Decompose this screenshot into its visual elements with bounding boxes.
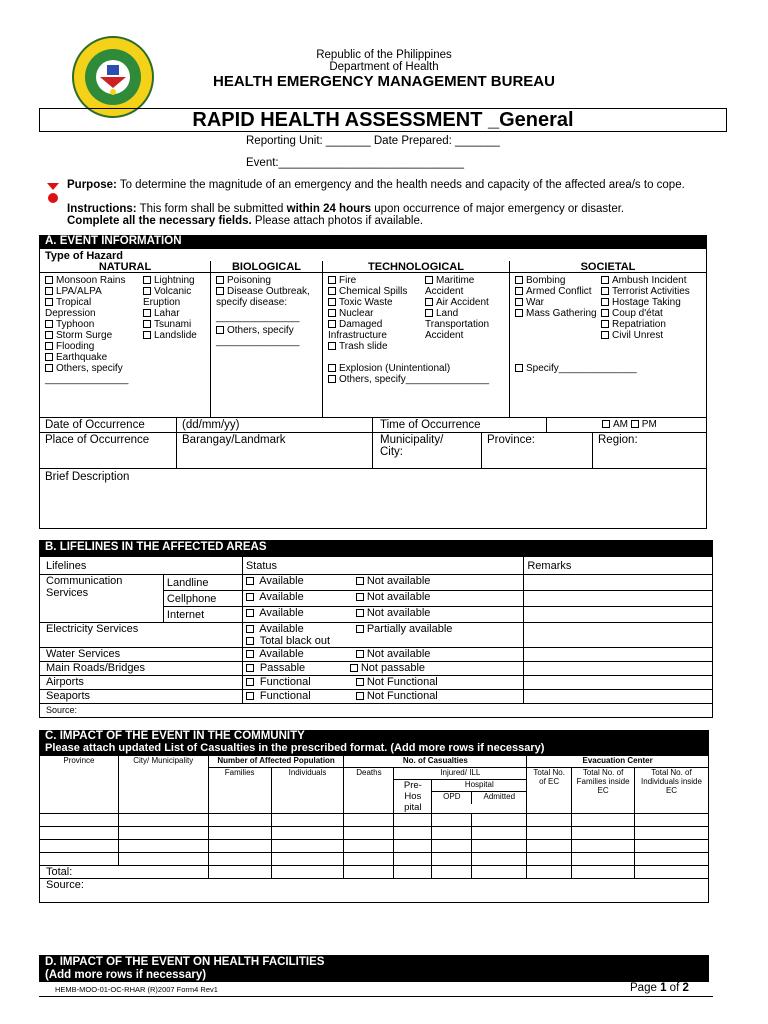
electricity-status bbox=[242, 623, 524, 648]
col-total-families: Total No. of Families inside EC bbox=[572, 768, 635, 814]
biological-list bbox=[216, 275, 320, 347]
airports-status bbox=[242, 676, 524, 690]
page-number: Page 1 of 2 bbox=[630, 982, 689, 994]
col-casualties: No. of Casualties bbox=[344, 756, 527, 768]
natural-tropical-depression[interactable]: Tropical Depression bbox=[45, 297, 96, 319]
water-available[interactable]: Available bbox=[246, 648, 356, 660]
date-label: Date of Occurrence bbox=[45, 419, 145, 431]
seaports-not-functional[interactable]: Not Functional bbox=[356, 690, 438, 702]
electricity-label: Electricity Services bbox=[40, 623, 243, 648]
table-row[interactable] bbox=[40, 814, 709, 827]
purpose-text: Purpose: To determine the magnitude of an emergency and the health needs and capacity of the affected area/s to cope. bbox=[67, 179, 685, 191]
footer-rule bbox=[39, 996, 713, 997]
soc-civil-unrest[interactable]: Civil Unrest bbox=[601, 330, 706, 341]
region-field[interactable]: Region: bbox=[598, 434, 638, 446]
header-republic: Republic of the Philippines bbox=[316, 49, 452, 61]
section-c-title: C. IMPACT OF THE EVENT IN THE COMMUNITY bbox=[45, 730, 305, 742]
soc-terrorist[interactable]: Terrorist Activities bbox=[601, 286, 706, 297]
cellphone-status bbox=[242, 591, 524, 607]
col-evac: Evacuation Center bbox=[527, 756, 709, 768]
place-label: Place of Occurrence bbox=[45, 434, 150, 446]
section-a-box bbox=[39, 248, 707, 529]
tech-land[interactable]: Land Transportation Accident bbox=[425, 308, 490, 341]
event-line[interactable]: Event:_____________________________ bbox=[246, 157, 465, 169]
natural-storm-surge[interactable]: Storm Surge bbox=[45, 330, 140, 341]
roads-not-passable[interactable]: Not passable bbox=[350, 662, 425, 674]
water-status bbox=[242, 648, 524, 662]
airports-not-functional[interactable]: Not Functional bbox=[356, 676, 438, 688]
internet-available[interactable]: Available bbox=[246, 607, 356, 619]
barangay-field[interactable]: Barangay/Landmark bbox=[182, 434, 286, 446]
total-label: Total: bbox=[40, 866, 119, 879]
landline-available[interactable]: Available bbox=[246, 575, 356, 587]
tech-maritime[interactable]: Maritime Accident bbox=[425, 275, 475, 297]
bio-others[interactable]: Others, specify bbox=[216, 325, 320, 336]
natural-typhoon[interactable]: Typhoon bbox=[45, 319, 140, 330]
tech-others[interactable]: Others, specify_______________ bbox=[328, 374, 508, 385]
col-total-individuals: Total No. of Individuals inside EC bbox=[635, 768, 709, 814]
lifelines-source[interactable]: Source: bbox=[40, 704, 713, 718]
cellphone-label: Cellphone bbox=[163, 591, 242, 607]
landline-label: Landline bbox=[163, 575, 242, 591]
natural-others-line[interactable]: _______________ bbox=[45, 374, 129, 385]
soc-repatriation[interactable]: Repatriation bbox=[601, 319, 706, 330]
province-field[interactable]: Province: bbox=[487, 434, 535, 446]
natural-monsoon[interactable]: Monsoon Rains bbox=[45, 275, 140, 286]
col-prehospital: Pre-Hos pital bbox=[394, 780, 432, 814]
bio-poisoning[interactable]: Poisoning bbox=[216, 275, 320, 286]
col-admitted: Admitted bbox=[483, 792, 516, 801]
table-row[interactable] bbox=[40, 827, 709, 840]
time-label: Time of Occurrence bbox=[380, 419, 481, 431]
bio-disease-outbreak[interactable]: Disease Outbreak, specify disease: bbox=[216, 286, 310, 308]
col-societal: SOCIETAL bbox=[509, 261, 706, 273]
natural-lahar[interactable]: Lahar bbox=[143, 308, 210, 319]
type-of-hazard-label: Type of Hazard bbox=[45, 250, 124, 262]
soc-coup[interactable]: Coup d'état bbox=[601, 308, 706, 319]
soc-bombing[interactable]: Bombing bbox=[515, 275, 600, 286]
water-not-available[interactable]: Not available bbox=[356, 648, 431, 660]
water-remarks[interactable] bbox=[524, 648, 713, 662]
cellphone-not-available[interactable]: Not available bbox=[356, 591, 431, 603]
date-format[interactable]: (dd/mm/yy) bbox=[182, 419, 240, 431]
tech-trash-slide[interactable]: Trash slide bbox=[328, 341, 423, 352]
tech-list-1 bbox=[328, 275, 423, 352]
total-row[interactable] bbox=[40, 866, 709, 879]
tech-chemical[interactable]: Chemical Spills bbox=[328, 286, 423, 297]
col-affected: Number of Affected Population bbox=[208, 756, 344, 768]
col-biological: BIOLOGICAL bbox=[210, 261, 322, 273]
tech-nuclear[interactable]: Nuclear bbox=[328, 308, 423, 319]
col-city: City/ Municipality bbox=[118, 756, 208, 814]
landline-not-available[interactable]: Not available bbox=[356, 575, 431, 587]
time-ampm[interactable]: AM PM bbox=[602, 419, 657, 430]
airports-functional[interactable]: Functional bbox=[246, 676, 356, 688]
water-label: Water Services bbox=[40, 648, 243, 662]
communication-label: Communication Services bbox=[40, 575, 164, 623]
soc-mass[interactable]: Mass Gathering bbox=[515, 308, 600, 319]
section-b-title: B. LIFELINES IN THE AFFECTED AREAS bbox=[39, 540, 713, 556]
electricity-blackout[interactable]: Total black out bbox=[246, 635, 521, 647]
table-row[interactable] bbox=[40, 853, 709, 866]
natural-landslide[interactable]: Landslide bbox=[143, 330, 210, 341]
tech-list-2 bbox=[425, 275, 507, 341]
col-individuals: Individuals bbox=[271, 768, 344, 814]
col-province: Province bbox=[40, 756, 119, 814]
natural-lpa[interactable]: LPA/ALPA bbox=[45, 286, 140, 297]
tech-air[interactable]: Air Accident bbox=[425, 297, 507, 308]
soc-war[interactable]: War bbox=[515, 297, 600, 308]
natural-list-1 bbox=[45, 275, 140, 385]
soc-specify[interactable]: Specify______________ bbox=[515, 363, 705, 374]
footer-code: HEMB-MOO-01-OC-RHAR (R)2007 Form4 Rev1 bbox=[55, 985, 218, 994]
col-hospital-group bbox=[432, 780, 527, 814]
landline-status bbox=[242, 575, 524, 591]
soc-hostage[interactable]: Hostage Taking bbox=[601, 297, 706, 308]
lifelines-table bbox=[39, 556, 713, 718]
brief-description-label[interactable]: Brief Description bbox=[45, 471, 130, 483]
col-total-ec: Total No. of EC bbox=[527, 768, 572, 814]
col-natural: NATURAL bbox=[98, 261, 152, 273]
section-c-subtitle: Please attach updated List of Casualties in the prescribed format. (Add more rows if necessary) bbox=[45, 742, 545, 754]
soc-list-2 bbox=[601, 275, 706, 341]
section-d-subtitle: (Add more rows if necessary) bbox=[45, 969, 207, 981]
instructions-text: Instructions: This form shall be submitted within 24 hours upon occurrence of major emergency or disaster. bbox=[67, 203, 625, 215]
cellphone-available[interactable]: Available bbox=[246, 591, 356, 603]
airports-remarks[interactable] bbox=[524, 676, 713, 690]
community-impact-table bbox=[39, 755, 709, 903]
table-row[interactable] bbox=[40, 840, 709, 853]
tech-damaged-infra[interactable]: Damaged Infrastructure bbox=[328, 319, 387, 341]
bio-others-line[interactable]: _______________ bbox=[216, 336, 300, 347]
internet-label: Internet bbox=[163, 607, 242, 623]
natural-flooding[interactable]: Flooding bbox=[45, 341, 140, 352]
col-injured: Injured/ ILL bbox=[394, 768, 527, 780]
tech-toxic[interactable]: Toxic Waste bbox=[328, 297, 423, 308]
electricity-partial[interactable]: Partially available bbox=[356, 623, 453, 635]
status-header: Status bbox=[242, 557, 524, 575]
internet-status bbox=[242, 607, 524, 623]
natural-list-2 bbox=[143, 275, 210, 341]
section-d-title-bar bbox=[39, 955, 709, 982]
soc-ambush[interactable]: Ambush Incident bbox=[601, 275, 706, 286]
electricity-available[interactable]: Available bbox=[246, 623, 356, 635]
complete-text: Complete all the necessary fields. Please attach photos if available. bbox=[67, 215, 424, 227]
header-bureau: HEALTH EMERGENCY MANAGEMENT BUREAU bbox=[213, 73, 555, 90]
remarks-header: Remarks bbox=[524, 557, 713, 575]
roads-status bbox=[242, 662, 524, 676]
roads-passable[interactable]: Passable bbox=[246, 662, 350, 674]
date-time-row bbox=[40, 417, 706, 433]
form-title: RAPID HEALTH ASSESSMENT _General bbox=[39, 108, 727, 132]
community-source[interactable]: Source: bbox=[40, 879, 709, 903]
roads-label: Main Roads/Bridges bbox=[40, 662, 243, 676]
natural-tsunami[interactable]: Tsunami bbox=[143, 319, 210, 330]
col-hospital: Hospital bbox=[432, 780, 526, 792]
col-opd: OPD bbox=[432, 792, 472, 804]
roads-remarks[interactable] bbox=[524, 662, 713, 676]
header-department: Department of Health bbox=[329, 61, 439, 73]
natural-earthquake[interactable]: Earthquake bbox=[45, 352, 140, 363]
seaports-functional[interactable]: Functional bbox=[246, 690, 356, 702]
natural-lightning[interactable]: Lightning bbox=[143, 275, 210, 286]
electricity-remarks[interactable] bbox=[524, 623, 713, 648]
tech-explosion[interactable]: Explosion (Unintentional) bbox=[328, 363, 508, 374]
natural-others[interactable]: Others, specify bbox=[45, 363, 140, 374]
place-row bbox=[40, 433, 706, 469]
lifelines-header: Lifelines bbox=[40, 557, 243, 575]
section-c-title-bar bbox=[39, 730, 709, 755]
airports-label: Airports bbox=[40, 676, 243, 690]
internet-not-available[interactable]: Not available bbox=[356, 607, 431, 619]
col-deaths: Deaths bbox=[344, 768, 394, 814]
col-families: Families bbox=[208, 768, 271, 814]
internet-remarks[interactable] bbox=[524, 607, 713, 623]
landline-remarks[interactable] bbox=[524, 575, 713, 591]
col-technological: TECHNOLOGICAL bbox=[322, 261, 509, 273]
bio-disease-line[interactable]: _______________ bbox=[216, 312, 300, 323]
natural-volcanic[interactable]: Volcanic Eruption bbox=[143, 286, 192, 308]
purpose-bullet-icon bbox=[46, 182, 60, 204]
section-a-title: A. EVENT INFORMATION bbox=[39, 235, 707, 248]
seaports-label: Seaports bbox=[40, 690, 243, 704]
section-d-title: D. IMPACT OF THE EVENT ON HEALTH FACILITIES bbox=[45, 956, 325, 968]
soc-list-1 bbox=[515, 275, 600, 319]
tech-fire[interactable]: Fire bbox=[328, 275, 423, 286]
reporting-unit-line[interactable]: Reporting Unit: _______ Date Prepared: _______ bbox=[246, 135, 500, 147]
municipality-field[interactable]: Municipality/ City: bbox=[380, 434, 444, 458]
cellphone-remarks[interactable] bbox=[524, 591, 713, 607]
seaports-remarks[interactable] bbox=[524, 690, 713, 704]
seaports-status bbox=[242, 690, 524, 704]
soc-armed[interactable]: Armed Conflict bbox=[515, 286, 600, 297]
hazard-col-headers bbox=[40, 261, 706, 273]
